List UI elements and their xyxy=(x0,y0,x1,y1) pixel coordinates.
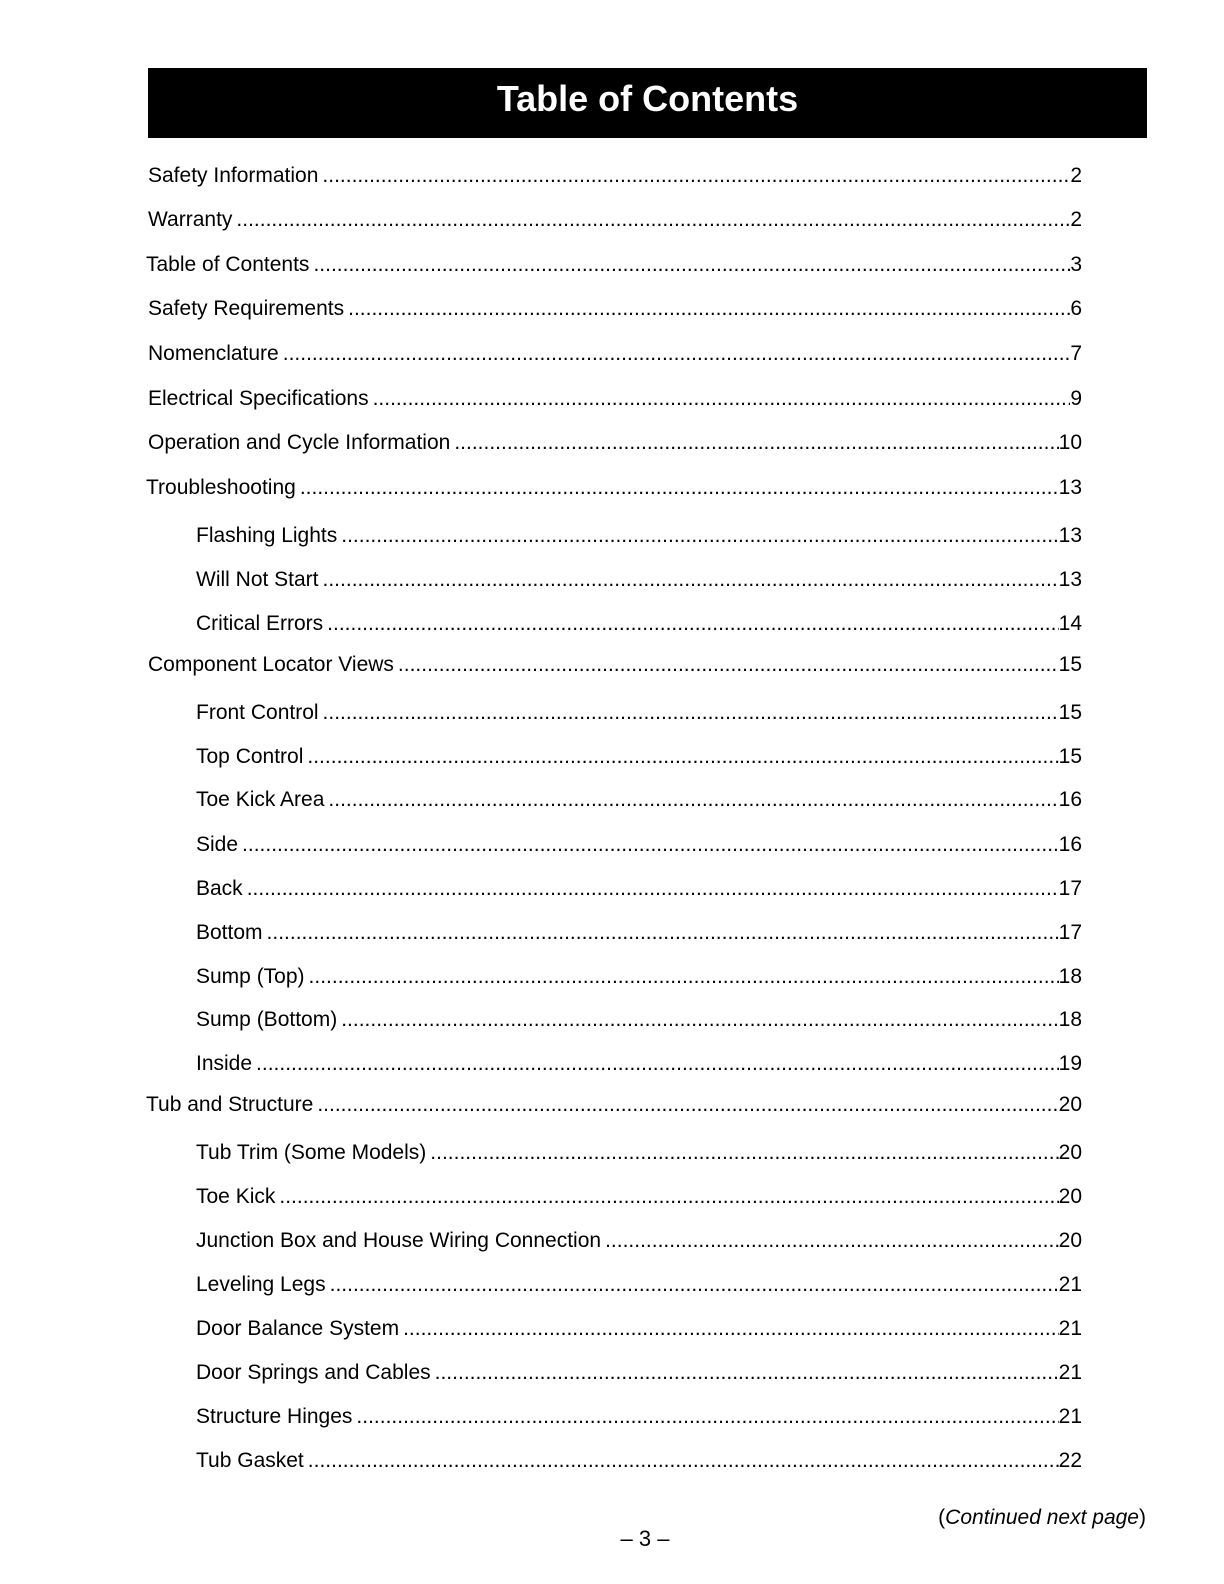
toc-entry xyxy=(146,252,1082,278)
toc-dot-leader xyxy=(307,744,1058,770)
toc-label: Operation and Cycle Information xyxy=(148,431,451,454)
toc-label: Tub and Structure xyxy=(146,1093,314,1116)
toc-label: Component Locator Views xyxy=(148,653,394,676)
toc-subentry xyxy=(196,876,1082,902)
toc-page-number: 20 xyxy=(1058,1229,1082,1252)
toc-dot-leader xyxy=(430,1140,1058,1166)
toc-dot-leader xyxy=(300,475,1059,501)
toc-entry xyxy=(148,652,1082,678)
toc-page-number: 7 xyxy=(1070,342,1082,365)
toc-label: Flashing Lights xyxy=(196,524,338,547)
toc-label: Door Balance System xyxy=(196,1317,400,1340)
toc-dot-leader xyxy=(322,163,1070,189)
toc-subentry xyxy=(196,964,1082,990)
toc-page-number: 21 xyxy=(1058,1317,1082,1340)
toc-subentry xyxy=(196,1140,1082,1166)
toc-subentry xyxy=(196,920,1082,946)
toc-dot-leader xyxy=(283,341,1071,367)
toc-label: Will Not Start xyxy=(196,568,319,591)
toc-page-number: 2 xyxy=(1070,164,1082,187)
toc-label: Inside xyxy=(196,1052,253,1075)
toc-label: Table of Contents xyxy=(146,253,310,276)
page-title: Table of Contents xyxy=(496,78,799,119)
toc-page-number: 15 xyxy=(1058,701,1082,724)
toc-page-number: 17 xyxy=(1058,877,1082,900)
continued-close-paren: ) xyxy=(1139,1506,1146,1529)
toc-label: Structure Hinges xyxy=(196,1405,353,1428)
toc-page-number: 14 xyxy=(1058,612,1082,635)
toc-dot-leader xyxy=(454,430,1058,456)
toc-subentry xyxy=(196,611,1082,637)
toc-dot-leader xyxy=(398,652,1059,678)
toc-subentry xyxy=(196,787,1082,813)
toc-page-number: 21 xyxy=(1058,1361,1082,1384)
toc-label: Troubleshooting xyxy=(146,476,296,499)
toc-label: Critical Errors xyxy=(196,612,324,635)
toc-entry xyxy=(148,207,1082,233)
toc-page-number: 18 xyxy=(1058,1008,1082,1031)
toc-page-number: 20 xyxy=(1058,1185,1082,1208)
toc-dot-leader xyxy=(308,1448,1059,1474)
toc-dot-leader xyxy=(267,920,1059,946)
toc-label: Electrical Specifications xyxy=(148,387,369,410)
toc-label: Tub Trim (Some Models) xyxy=(196,1141,427,1164)
toc-dot-leader xyxy=(236,207,1070,233)
toc-dot-leader xyxy=(313,252,1070,278)
toc-page-number: 10 xyxy=(1058,431,1082,454)
toc-page-number: 15 xyxy=(1058,745,1082,768)
toc-subentry xyxy=(196,1184,1082,1210)
toc-label: Toe Kick xyxy=(196,1185,276,1208)
toc-page-number: 2 xyxy=(1070,208,1082,231)
toc-page-number: 9 xyxy=(1070,387,1082,410)
toc-subentry xyxy=(196,744,1082,770)
toc-dot-leader xyxy=(341,523,1058,549)
toc-label: Safety Information xyxy=(148,164,319,187)
toc-dot-leader xyxy=(242,832,1059,858)
continued-text: Continued next page xyxy=(945,1506,1139,1529)
toc-entry xyxy=(146,1092,1082,1118)
toc-dot-leader xyxy=(330,1272,1059,1298)
page-number: – 3 – xyxy=(620,1526,670,1551)
toc-label: Leveling Legs xyxy=(196,1273,326,1296)
toc-label: Tub Gasket xyxy=(196,1449,304,1472)
toc-entry xyxy=(148,386,1082,412)
toc-entry xyxy=(146,475,1082,501)
toc-label: Side xyxy=(196,833,239,856)
toc-dot-leader xyxy=(323,700,1059,726)
toc-page-number: 6 xyxy=(1070,297,1082,320)
toc-label: Back xyxy=(196,877,243,900)
toc-dot-leader xyxy=(403,1316,1059,1342)
toc-label: Bottom xyxy=(196,921,263,944)
toc-label: Front Control xyxy=(196,701,319,724)
toc-label: Door Springs and Cables xyxy=(196,1361,431,1384)
toc-subentry xyxy=(196,1051,1082,1077)
toc-label: Sump (Bottom) xyxy=(196,1008,338,1031)
toc-dot-leader xyxy=(605,1228,1059,1254)
toc-dot-leader xyxy=(279,1184,1058,1210)
toc-subentry xyxy=(196,832,1082,858)
toc-label: Junction Box and House Wiring Connection xyxy=(196,1229,602,1252)
toc-dot-leader xyxy=(323,567,1059,593)
toc-dot-leader xyxy=(341,1007,1058,1033)
toc-entry xyxy=(148,341,1082,367)
toc-page-number: 13 xyxy=(1058,476,1082,499)
toc-page-number: 18 xyxy=(1058,965,1082,988)
toc-subentry xyxy=(196,1316,1082,1342)
toc-page-number: 19 xyxy=(1058,1052,1082,1075)
toc-dot-leader xyxy=(247,876,1059,902)
toc-dot-leader xyxy=(348,296,1070,322)
toc-subentry xyxy=(196,1228,1082,1254)
toc-page-number: 17 xyxy=(1058,921,1082,944)
toc-subentry xyxy=(196,1007,1082,1033)
toc-label: Toe Kick Area xyxy=(196,788,325,811)
toc-page-number: 15 xyxy=(1058,653,1082,676)
toc-label: Top Control xyxy=(196,745,304,768)
toc-label: Sump (Top) xyxy=(196,965,305,988)
toc-subentry xyxy=(196,1448,1082,1474)
toc-dot-leader xyxy=(309,964,1059,990)
toc-page-number: 21 xyxy=(1058,1405,1082,1428)
toc-page-number: 20 xyxy=(1058,1093,1082,1116)
toc-page-number: 20 xyxy=(1058,1141,1082,1164)
toc-dot-leader xyxy=(356,1404,1058,1430)
toc-page-number: 16 xyxy=(1058,833,1082,856)
toc-dot-leader xyxy=(373,386,1071,412)
toc-page-number: 13 xyxy=(1058,568,1082,591)
toc-dot-leader xyxy=(435,1360,1059,1386)
toc-subentry xyxy=(196,523,1082,549)
toc-page-number: 21 xyxy=(1058,1273,1082,1296)
toc-page-number: 13 xyxy=(1058,524,1082,547)
toc-dot-leader xyxy=(317,1092,1058,1118)
toc-page-number: 22 xyxy=(1058,1449,1082,1472)
toc-entry xyxy=(148,296,1082,322)
toc-entry xyxy=(148,163,1082,189)
toc-subentry xyxy=(196,567,1082,593)
toc-entry xyxy=(148,430,1082,456)
toc-dot-leader xyxy=(327,611,1058,637)
toc-label: Warranty xyxy=(148,208,233,231)
continued-open-paren: ( xyxy=(938,1506,946,1529)
toc-subentry xyxy=(196,1272,1082,1298)
toc-label: Nomenclature xyxy=(148,342,279,365)
toc-subentry xyxy=(196,1404,1082,1430)
toc-page-number: 3 xyxy=(1070,253,1082,276)
toc-dot-leader xyxy=(256,1051,1059,1077)
toc-dot-leader xyxy=(328,787,1058,813)
toc-subentry xyxy=(196,700,1082,726)
toc-label: Safety Requirements xyxy=(148,297,345,320)
toc-page-number: 16 xyxy=(1058,788,1082,811)
toc-subentry xyxy=(196,1360,1082,1386)
